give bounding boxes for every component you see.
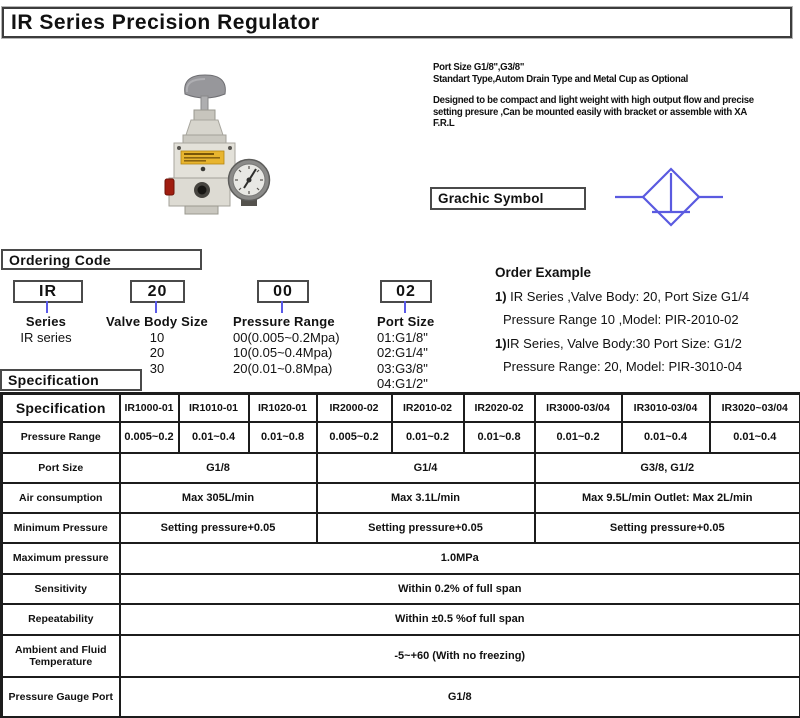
code-legend-option: 20	[149, 345, 165, 360]
cell-value: Max 9.5L/min Outlet: Max 2L/min	[535, 483, 800, 513]
order-example-line	[495, 285, 795, 309]
connector-line	[281, 301, 283, 313]
code-legend-series	[13, 314, 79, 345]
code-legend-heading: Pressure Range	[233, 314, 335, 329]
cell-value: 0.01~0.2	[535, 422, 622, 453]
cell-value: Setting pressure+0.05	[535, 513, 800, 543]
model-header-cell: IR2000-02	[317, 394, 392, 422]
row-label: Sensitivity	[2, 574, 120, 604]
port-size-line: Port Size G1/8",G3/8"	[433, 62, 525, 73]
cell-value: G1/8	[120, 453, 317, 483]
code-legend-option: 02:G1/4"	[377, 345, 428, 360]
cell-value: 1.0MPa	[120, 543, 800, 574]
order-example-line	[495, 308, 795, 332]
cell-value: 0.01~0.2	[392, 422, 464, 453]
cell-value: 0.005~0.2	[317, 422, 392, 453]
description-line: setting presure ,Can be mounted easily with bracket or assemble with XA	[433, 106, 748, 118]
row-label: Pressure Gauge Port	[2, 677, 120, 718]
code-legend-valve-body	[93, 314, 221, 376]
graphic-symbol-label: Grachic Symbol	[438, 191, 544, 206]
model-header-cell: IR1020-01	[249, 394, 317, 422]
order-example-block	[495, 261, 795, 379]
type-options-line: Standart Type,Autom Drain Type and Metal Cup as Optional	[433, 73, 689, 85]
cell-value: G1/8	[120, 677, 800, 718]
code-legend-heading: Valve Body Size	[106, 314, 208, 329]
row-label: Maximum pressure	[2, 543, 120, 574]
page-title: IR Series Precision Regulator	[11, 10, 320, 34]
code-legend-option: 01:G1/8"	[377, 329, 428, 345]
model-header-cell: IR3010-03/04	[622, 394, 710, 422]
cell-value: G1/4	[317, 453, 535, 483]
connector-line	[404, 301, 406, 313]
description-line: Designed to be compact and light weight with high output flow and precise	[433, 95, 754, 106]
ordering-code-section-box	[1, 249, 202, 270]
table-header-row	[2, 394, 800, 422]
order-example-prefix: 1)	[495, 288, 507, 304]
code-legend-option: 30	[149, 360, 165, 376]
cell-value: 0.01~0.4	[179, 422, 249, 453]
code-legend-option: 03:G3/8"	[377, 360, 428, 376]
table-row-pressure-range	[2, 422, 800, 453]
code-box-valve-body: 20	[130, 280, 185, 303]
table-row-ambient-fluid-temperature	[2, 635, 800, 677]
row-label: Repeatability	[2, 604, 120, 635]
ordering-code-section-label: Ordering Code	[9, 251, 111, 268]
cell-value: Max 305L/min	[120, 483, 317, 513]
table-row-pressure-gauge-port	[2, 677, 800, 718]
table-row-repeatability	[2, 604, 800, 635]
graphic-symbol-label-box	[430, 187, 586, 210]
order-example-line	[495, 332, 795, 356]
code-legend-heading: Port Size	[377, 314, 435, 329]
row-label: Minimum Pressure	[2, 513, 120, 543]
table-row-sensitivity	[2, 574, 800, 604]
cell-value: 0.01~0.4	[622, 422, 710, 453]
order-example-prefix: 1)	[495, 335, 507, 351]
model-header-cell: IR1000-01	[120, 394, 179, 422]
page-title-bar	[2, 7, 792, 38]
code-legend-pressure-range	[233, 314, 378, 376]
regulator-product-image	[145, 55, 345, 245]
description-line: F.R.L	[433, 118, 455, 129]
order-example-text: IR Series, Valve Body:30 Port Size: G1/2	[506, 335, 742, 351]
model-header-cell: IR2020-02	[464, 394, 535, 422]
cell-value: Setting pressure+0.05	[120, 513, 317, 543]
intro-text-block	[433, 62, 784, 130]
table-row-maximum-pressure	[2, 543, 800, 574]
code-legend-option: 10(0.05~0.4Mpa)	[233, 345, 333, 360]
spec-header-cell: Specification	[2, 394, 120, 422]
table-row-air-consumption	[2, 483, 800, 513]
model-header-cell: IR1010-01	[179, 394, 249, 422]
model-header-cell: IR2010-02	[392, 394, 464, 422]
cell-value: Within 0.2% of full span	[120, 574, 800, 604]
order-example-line	[495, 355, 795, 379]
row-label: Port Size	[2, 453, 120, 483]
cell-value: 0.01~0.8	[464, 422, 535, 453]
table-row-minimum-pressure	[2, 513, 800, 543]
connector-line	[155, 301, 157, 313]
specification-section-label: Specification	[8, 372, 100, 388]
row-label: Pressure Range	[2, 422, 120, 453]
cell-value: Within ±0.5 %of full span	[120, 604, 800, 635]
code-legend-port-size	[377, 314, 467, 392]
row-label: Air consumption	[2, 483, 120, 513]
code-legend-option: IR series	[20, 329, 72, 345]
model-header-cell: IR3020~03/04	[710, 394, 800, 422]
cell-value: -5~+60 (With no freezing)	[120, 635, 800, 677]
code-legend-option: 20(0.01~0.8Mpa)	[233, 360, 333, 376]
code-box-pressure-range: 00	[257, 280, 309, 303]
connector-line	[46, 301, 48, 313]
cell-value: 0.01~0.8	[249, 422, 317, 453]
specification-section-box	[0, 369, 142, 391]
filter-regulator-symbol-graphic	[600, 155, 740, 239]
table-row-port-size	[2, 453, 800, 483]
cell-value: Setting pressure+0.05	[317, 513, 535, 543]
code-legend-option: 04:G1/2"	[377, 376, 428, 391]
order-example-text: Pressure Range: 20, Model: PIR-3010-04	[503, 359, 743, 374]
cell-value: 0.01~0.4	[710, 422, 800, 453]
row-label: Ambient and Fluid Temperature	[2, 635, 120, 677]
code-box-series: IR	[13, 280, 83, 303]
code-legend-option: 00(0.005~0.2Mpa)	[233, 329, 340, 345]
cell-value: G3/8, G1/2	[535, 453, 800, 483]
specification-table	[0, 392, 800, 718]
order-example-heading: Order Example	[495, 265, 592, 280]
order-example-text: Pressure Range 10 ,Model: PIR-2010-02	[503, 312, 739, 327]
model-header-cell: IR3000-03/04	[535, 394, 622, 422]
code-box-port-size: 02	[380, 280, 432, 303]
cell-value: Max 3.1L/min	[317, 483, 535, 513]
order-example-text: IR Series ,Valve Body: 20, Port Size G1/4	[506, 288, 750, 304]
code-legend-option: 10	[149, 329, 165, 345]
cell-value: 0.005~0.2	[120, 422, 179, 453]
spec-table-body	[2, 394, 800, 718]
code-legend-heading: Series	[25, 314, 67, 329]
